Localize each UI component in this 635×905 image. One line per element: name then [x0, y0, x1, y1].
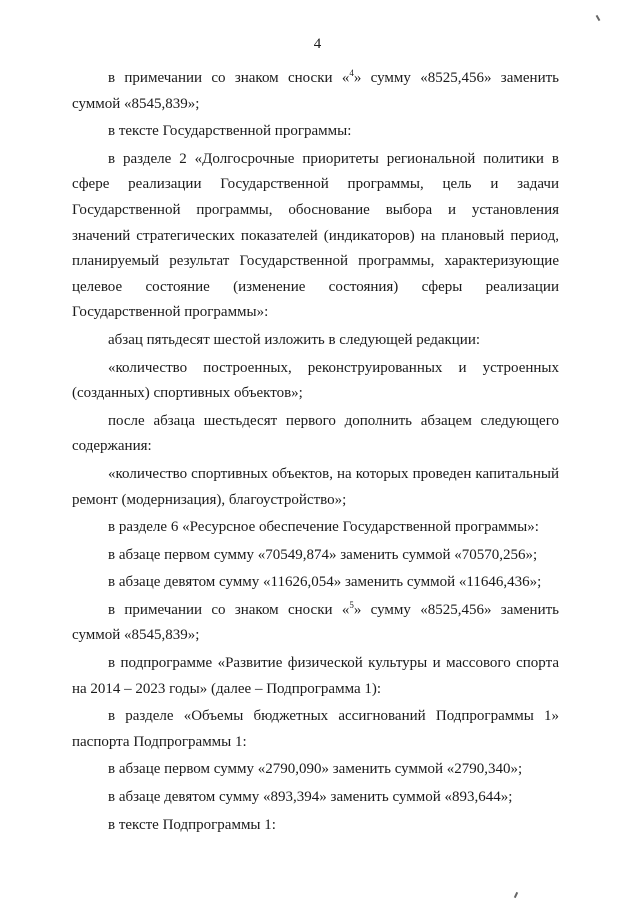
- paragraph: в разделе 2 «Долгосрочные приоритеты региональной политики в сфере реализации Государственной программы, цель и задачи Государственной программы, обоснование выбора и установления значений стратегических показателей (индикаторов) на плановый период, планируемый результат Государственной программы, характеризующие целевое состояние (изменение состояния) сферы реализации Государственной программы»:: [72, 150, 559, 321]
- page-number: 4: [313, 36, 322, 52]
- paragraph-text: в примечании со знаком сноски «: [108, 70, 350, 86]
- paragraph: «количество построенных, реконструированных и устроенных (созданных) спортивных объектов»;: [72, 359, 559, 402]
- paragraph-footnote-4: [72, 66, 559, 117]
- paragraph: абзац пятьдесят шестой изложить в следующей редакции:: [108, 331, 481, 348]
- paragraph: в абзаце девятом сумму «893,394» заменить суммой «893,644»;: [108, 789, 513, 806]
- paragraph: «количество спортивных объектов, на которых проведен капитальный ремонт (модернизация), благоустройство»;: [72, 465, 559, 508]
- paragraph: в абзаце первом сумму «70549,874» заменить суммой «70570,256»;: [108, 546, 538, 563]
- paragraph: в тексте Подпрограммы 1:: [108, 816, 276, 833]
- paragraph: в разделе 6 «Ресурсное обеспечение Государственной программы»:: [108, 519, 539, 536]
- paragraph: в тексте Государственной программы:: [108, 123, 352, 140]
- scan-artifact-mark: [596, 15, 601, 21]
- footnote-marker: 4: [349, 68, 354, 78]
- document-body: [72, 66, 559, 838]
- paragraph-text: » сумму «8525,456» заменить суммой «8545,839»;: [72, 70, 559, 112]
- paragraph: в разделе «Объемы бюджетных ассигнований Подпрограммы 1» паспорта Подпрограммы 1:: [72, 708, 559, 750]
- paragraph-text: в примечании со знаком сноски «: [108, 601, 350, 618]
- paragraph: в подпрограмме «Развитие физической культуры и массового спорта на 2014 – 2023 годы» (далее – Подпрограмма 1):: [72, 655, 559, 697]
- paragraph-text: » сумму «8525,456» заменить суммой «8545,839»;: [72, 601, 559, 644]
- paragraph: в абзаце первом сумму «2790,090» заменить суммой «2790,340»;: [108, 761, 523, 778]
- scan-artifact-mark: [514, 892, 518, 898]
- footnote-marker: 5: [349, 599, 354, 610]
- paragraph: в абзаце девятом сумму «11626,054» заменить суммой «11646,436»;: [108, 574, 542, 591]
- paragraph-footnote-5: [72, 598, 559, 649]
- paragraph: после абзаца шестьдесят первого дополнить абзацем следующего содержания:: [72, 412, 559, 455]
